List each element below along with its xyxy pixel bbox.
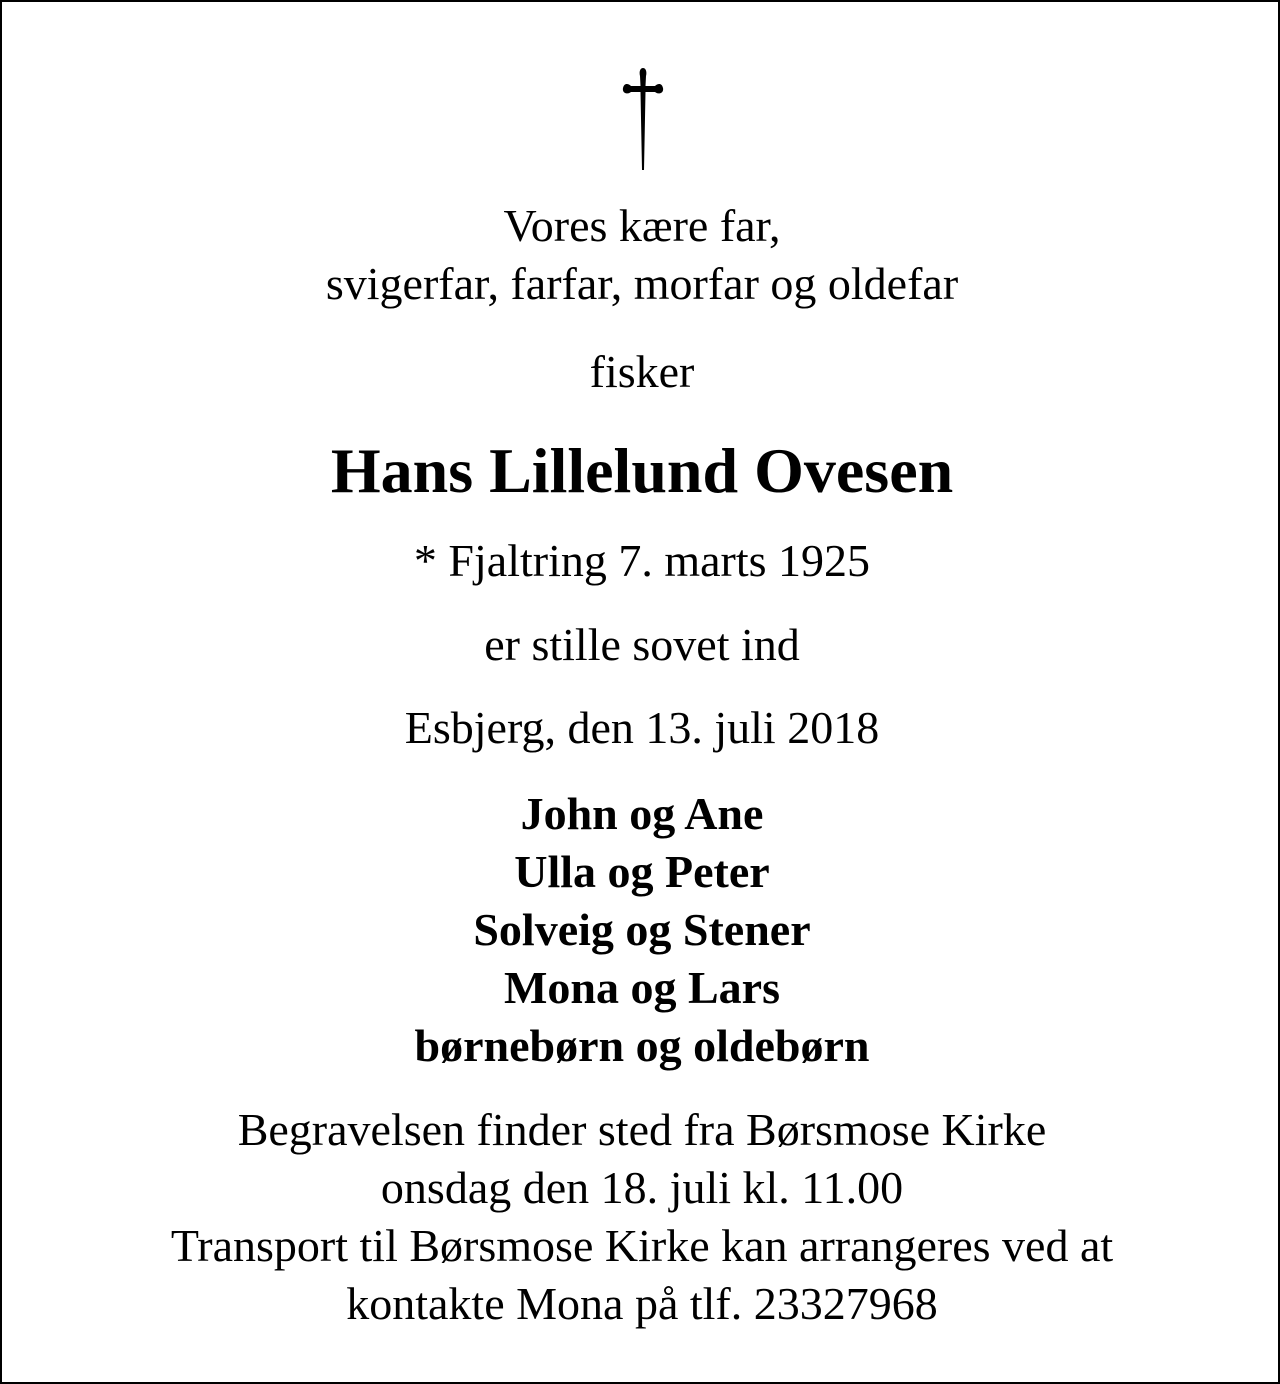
passed-line: er stille sovet ind — [484, 619, 800, 670]
family-line: Solveig og Stener — [473, 904, 811, 955]
deceased-name: Hans Lillelund Ovesen — [330, 435, 954, 506]
funeral-line: kontakte Mona på tlf. 23327968 — [346, 1278, 938, 1329]
family-line: børnebørn og oldebørn — [414, 1020, 870, 1071]
place-date-line: Esbjerg, den 13. juli 2018 — [404, 702, 880, 753]
intro-line-2: svigerfar, farfar, morfar og oldefar — [325, 258, 959, 309]
occupation: fisker — [589, 346, 695, 397]
intro-line-1: Vores kære far, — [503, 200, 781, 251]
birth-line: * Fjaltring 7. marts 1925 — [413, 535, 871, 586]
funeral-line: Begravelsen finder sted fra Børsmose Kirke — [237, 1104, 1047, 1155]
family-line: Mona og Lars — [504, 962, 780, 1013]
funeral-line: Transport til Børsmose Kirke kan arrangeres ved at — [170, 1220, 1114, 1271]
funeral-line: onsdag den 18. juli kl. 11.00 — [380, 1162, 904, 1213]
family-line: John og Ane — [520, 788, 764, 839]
family-line: Ulla og Peter — [514, 846, 770, 897]
cross-icon — [615, 64, 671, 172]
